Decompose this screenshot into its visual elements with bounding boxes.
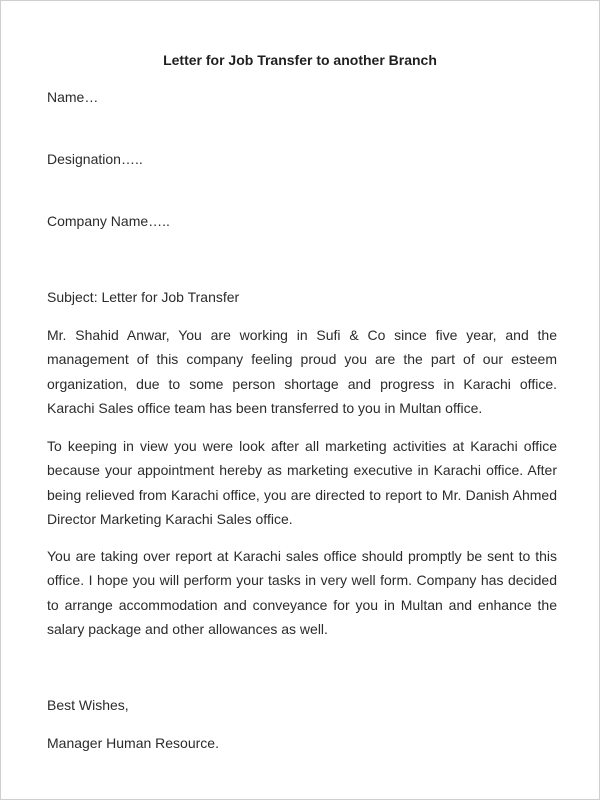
paragraph-line: salary package and other allowances as well. bbox=[47, 620, 328, 637]
letter-title: Letter for Job Transfer to another Branch bbox=[163, 52, 437, 68]
paragraph-line: to arrange accommodation and conveyance for you in Multan and enhance the bbox=[47, 596, 557, 613]
closing-line: Best Wishes, bbox=[47, 697, 129, 713]
paragraph-line: You are taking over report at Karachi sales office should promptly be sent to this bbox=[47, 548, 557, 564]
paragraph-line: Director Marketing Karachi Sales office. bbox=[47, 510, 293, 527]
paragraph-line: because your appointment hereby as marketing executive in Karachi office. After bbox=[47, 462, 557, 479]
paragraph-line: Mr. Shahid Anwar, You are working in Sufi & Co since five year, and the bbox=[47, 327, 557, 343]
paragraph-line: management of this company feeling proud you are the part of our esteem bbox=[47, 351, 557, 368]
signature-line: Manager Human Resource. bbox=[47, 735, 219, 751]
designation-line: Designation….. bbox=[47, 151, 143, 167]
paragraph-2 bbox=[47, 434, 557, 531]
paragraph-line: being relieved from Karachi office, you are directed to report to Mr. Danish Ahmed bbox=[47, 486, 557, 503]
paragraph-line: Karachi Sales office team has been transferred to you in Multan office. bbox=[47, 399, 483, 416]
paragraph-3 bbox=[47, 544, 557, 641]
company-name-line: Company Name….. bbox=[47, 213, 170, 229]
paragraph-1 bbox=[47, 323, 557, 420]
paragraph-line: office. I hope you will perform your tasks in very well form. Company has decided bbox=[47, 572, 557, 589]
name-line: Name… bbox=[47, 89, 99, 105]
paragraph-line: organization, due to some person shortage and progress in Karachi office. bbox=[47, 375, 557, 392]
paragraph-line: To keeping in view you were look after all marketing activities at Karachi office bbox=[47, 438, 557, 454]
subject-line: Subject: Letter for Job Transfer bbox=[47, 289, 240, 305]
